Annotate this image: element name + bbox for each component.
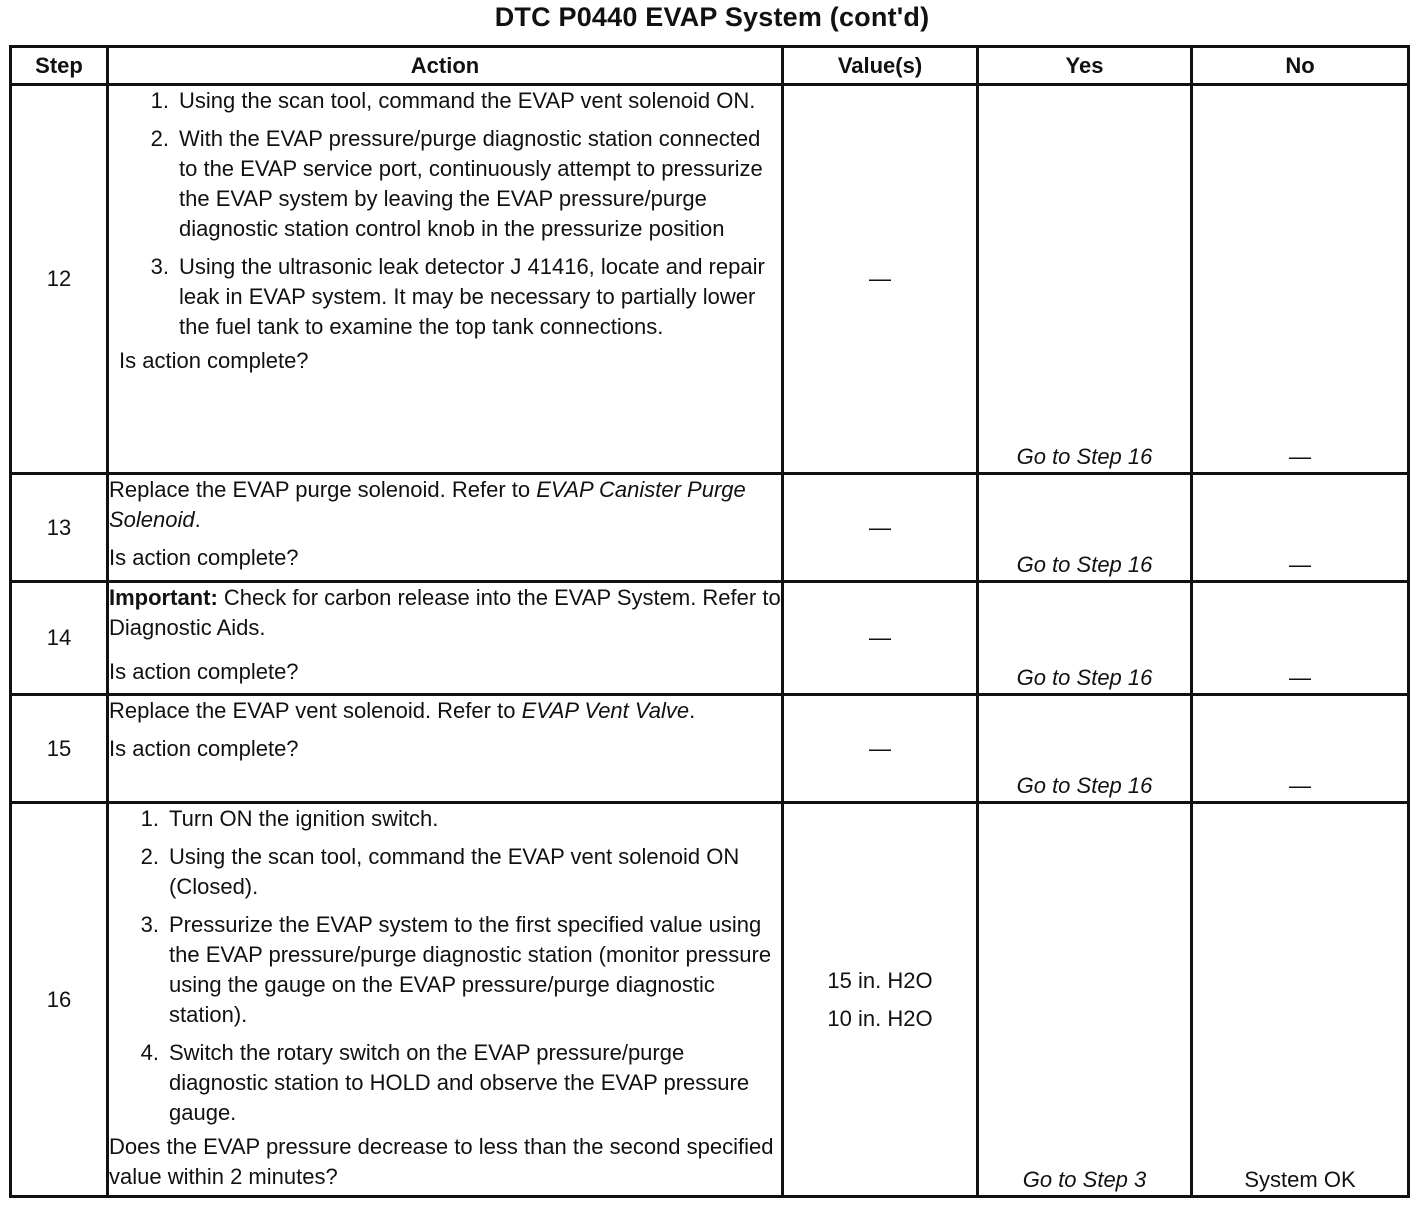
item-number: 3. [150, 254, 169, 279]
no-cell: — [1192, 474, 1409, 582]
value-cell: — [783, 695, 978, 803]
important-label: Important: [109, 585, 218, 610]
item-text: Switch the rotary switch on the EVAP pressure/purge diagnostic station to HOLD and observe the EVAP pressure gauge. [169, 1040, 750, 1125]
item-number: 2. [140, 844, 159, 869]
table-row [11, 474, 1409, 582]
header-step: Step [11, 47, 108, 85]
value-cell: — [783, 582, 978, 695]
header-no: No [1192, 47, 1409, 85]
item-text: With the EVAP pressure/purge diagnostic station connected to the EVAP service port, continuously attempt to pressurize the EVAP system by leaving the EVAP pressure/purge diagnostic station control knob in the pressurize position [179, 126, 763, 241]
table-row [11, 695, 1409, 803]
value-cell [783, 803, 978, 1197]
diagnostic-table [9, 45, 1410, 1198]
list-item [109, 910, 781, 1030]
question: Is action complete? [109, 659, 299, 684]
list-item [109, 1038, 781, 1128]
question: Is action complete? [109, 736, 299, 761]
step-number: 16 [11, 803, 108, 1197]
item-number: 1. [140, 806, 159, 831]
list-item [119, 252, 781, 342]
item-number: 1. [150, 88, 169, 113]
action-cell [108, 582, 783, 695]
item-text: Using the scan tool, command the EVAP vent solenoid ON (Closed). [169, 844, 740, 899]
item-number: 3. [140, 912, 159, 937]
question: Does the EVAP pressure decrease to less than the second specified value within 2 minutes? [109, 1134, 774, 1189]
reference-link: EVAP Vent Valve [521, 698, 690, 723]
reference-link: EVAP Canister Purge Solenoid [109, 477, 746, 532]
table-row [11, 803, 1409, 1197]
item-number: 2. [150, 126, 169, 151]
instruction [109, 583, 781, 643]
instruction-end: . [689, 698, 696, 723]
value-cell: — [783, 85, 978, 474]
instruction-text: Replace the EVAP purge solenoid. Refer to [109, 477, 531, 502]
header-values: Value(s) [783, 47, 978, 85]
instruction [109, 696, 781, 726]
step-number: 14 [11, 582, 108, 695]
item-text: Pressurize the EVAP system to the first specified value using the EVAP pressure/purge diagnostic station (monitor pressure using the gauge on the EVAP pressure/purge diagnostic station). [169, 912, 772, 1027]
list-item [119, 86, 781, 116]
yes-cell: Go to Step 16 [978, 85, 1192, 474]
yes-cell: Go to Step 16 [978, 582, 1192, 695]
list-item [109, 804, 781, 834]
header-row [11, 47, 1409, 85]
action-cell [108, 803, 783, 1197]
action-cell [108, 85, 783, 474]
yes-cell: Go to Step 16 [978, 474, 1192, 582]
item-number: 4. [140, 1040, 159, 1065]
list-item [119, 124, 781, 244]
list-item [109, 842, 781, 902]
question: Is action complete? [119, 348, 309, 373]
no-cell: — [1192, 582, 1409, 695]
value-first: 15 in. H2O [827, 967, 933, 993]
action-cell [108, 695, 783, 803]
item-text: Using the scan tool, command the EVAP vent solenoid ON. [179, 88, 756, 113]
action-cell [108, 474, 783, 582]
step-number: 12 [11, 85, 108, 474]
table-row [11, 582, 1409, 695]
yes-cell: Go to Step 16 [978, 695, 1192, 803]
step-number: 13 [11, 474, 108, 582]
step-number: 15 [11, 695, 108, 803]
header-yes: Yes [978, 47, 1192, 85]
instruction-text: Check for carbon release into the EVAP System. Refer to Diagnostic Aids. [109, 585, 781, 640]
no-cell: — [1192, 695, 1409, 803]
value-second: 10 in. H2O [827, 1005, 933, 1031]
header-action: Action [108, 47, 783, 85]
yes-cell: Go to Step 3 [978, 803, 1192, 1197]
question: Is action complete? [109, 545, 299, 570]
table-row [11, 85, 1409, 474]
page-title: DTC P0440 EVAP System (cont'd) [494, 2, 930, 32]
item-text: Using the ultrasonic leak detector J 41416, locate and repair leak in EVAP system. It may be necessary to partially lower the fuel tank to examine the top tank connections. [179, 254, 765, 339]
no-cell: — [1192, 85, 1409, 474]
instruction [109, 475, 781, 535]
instruction-end: . [194, 507, 201, 532]
item-text: Turn ON the ignition switch. [169, 806, 439, 831]
no-cell: System OK [1192, 803, 1409, 1197]
instruction-text: Replace the EVAP vent solenoid. Refer to [109, 698, 516, 723]
value-cell: — [783, 474, 978, 582]
